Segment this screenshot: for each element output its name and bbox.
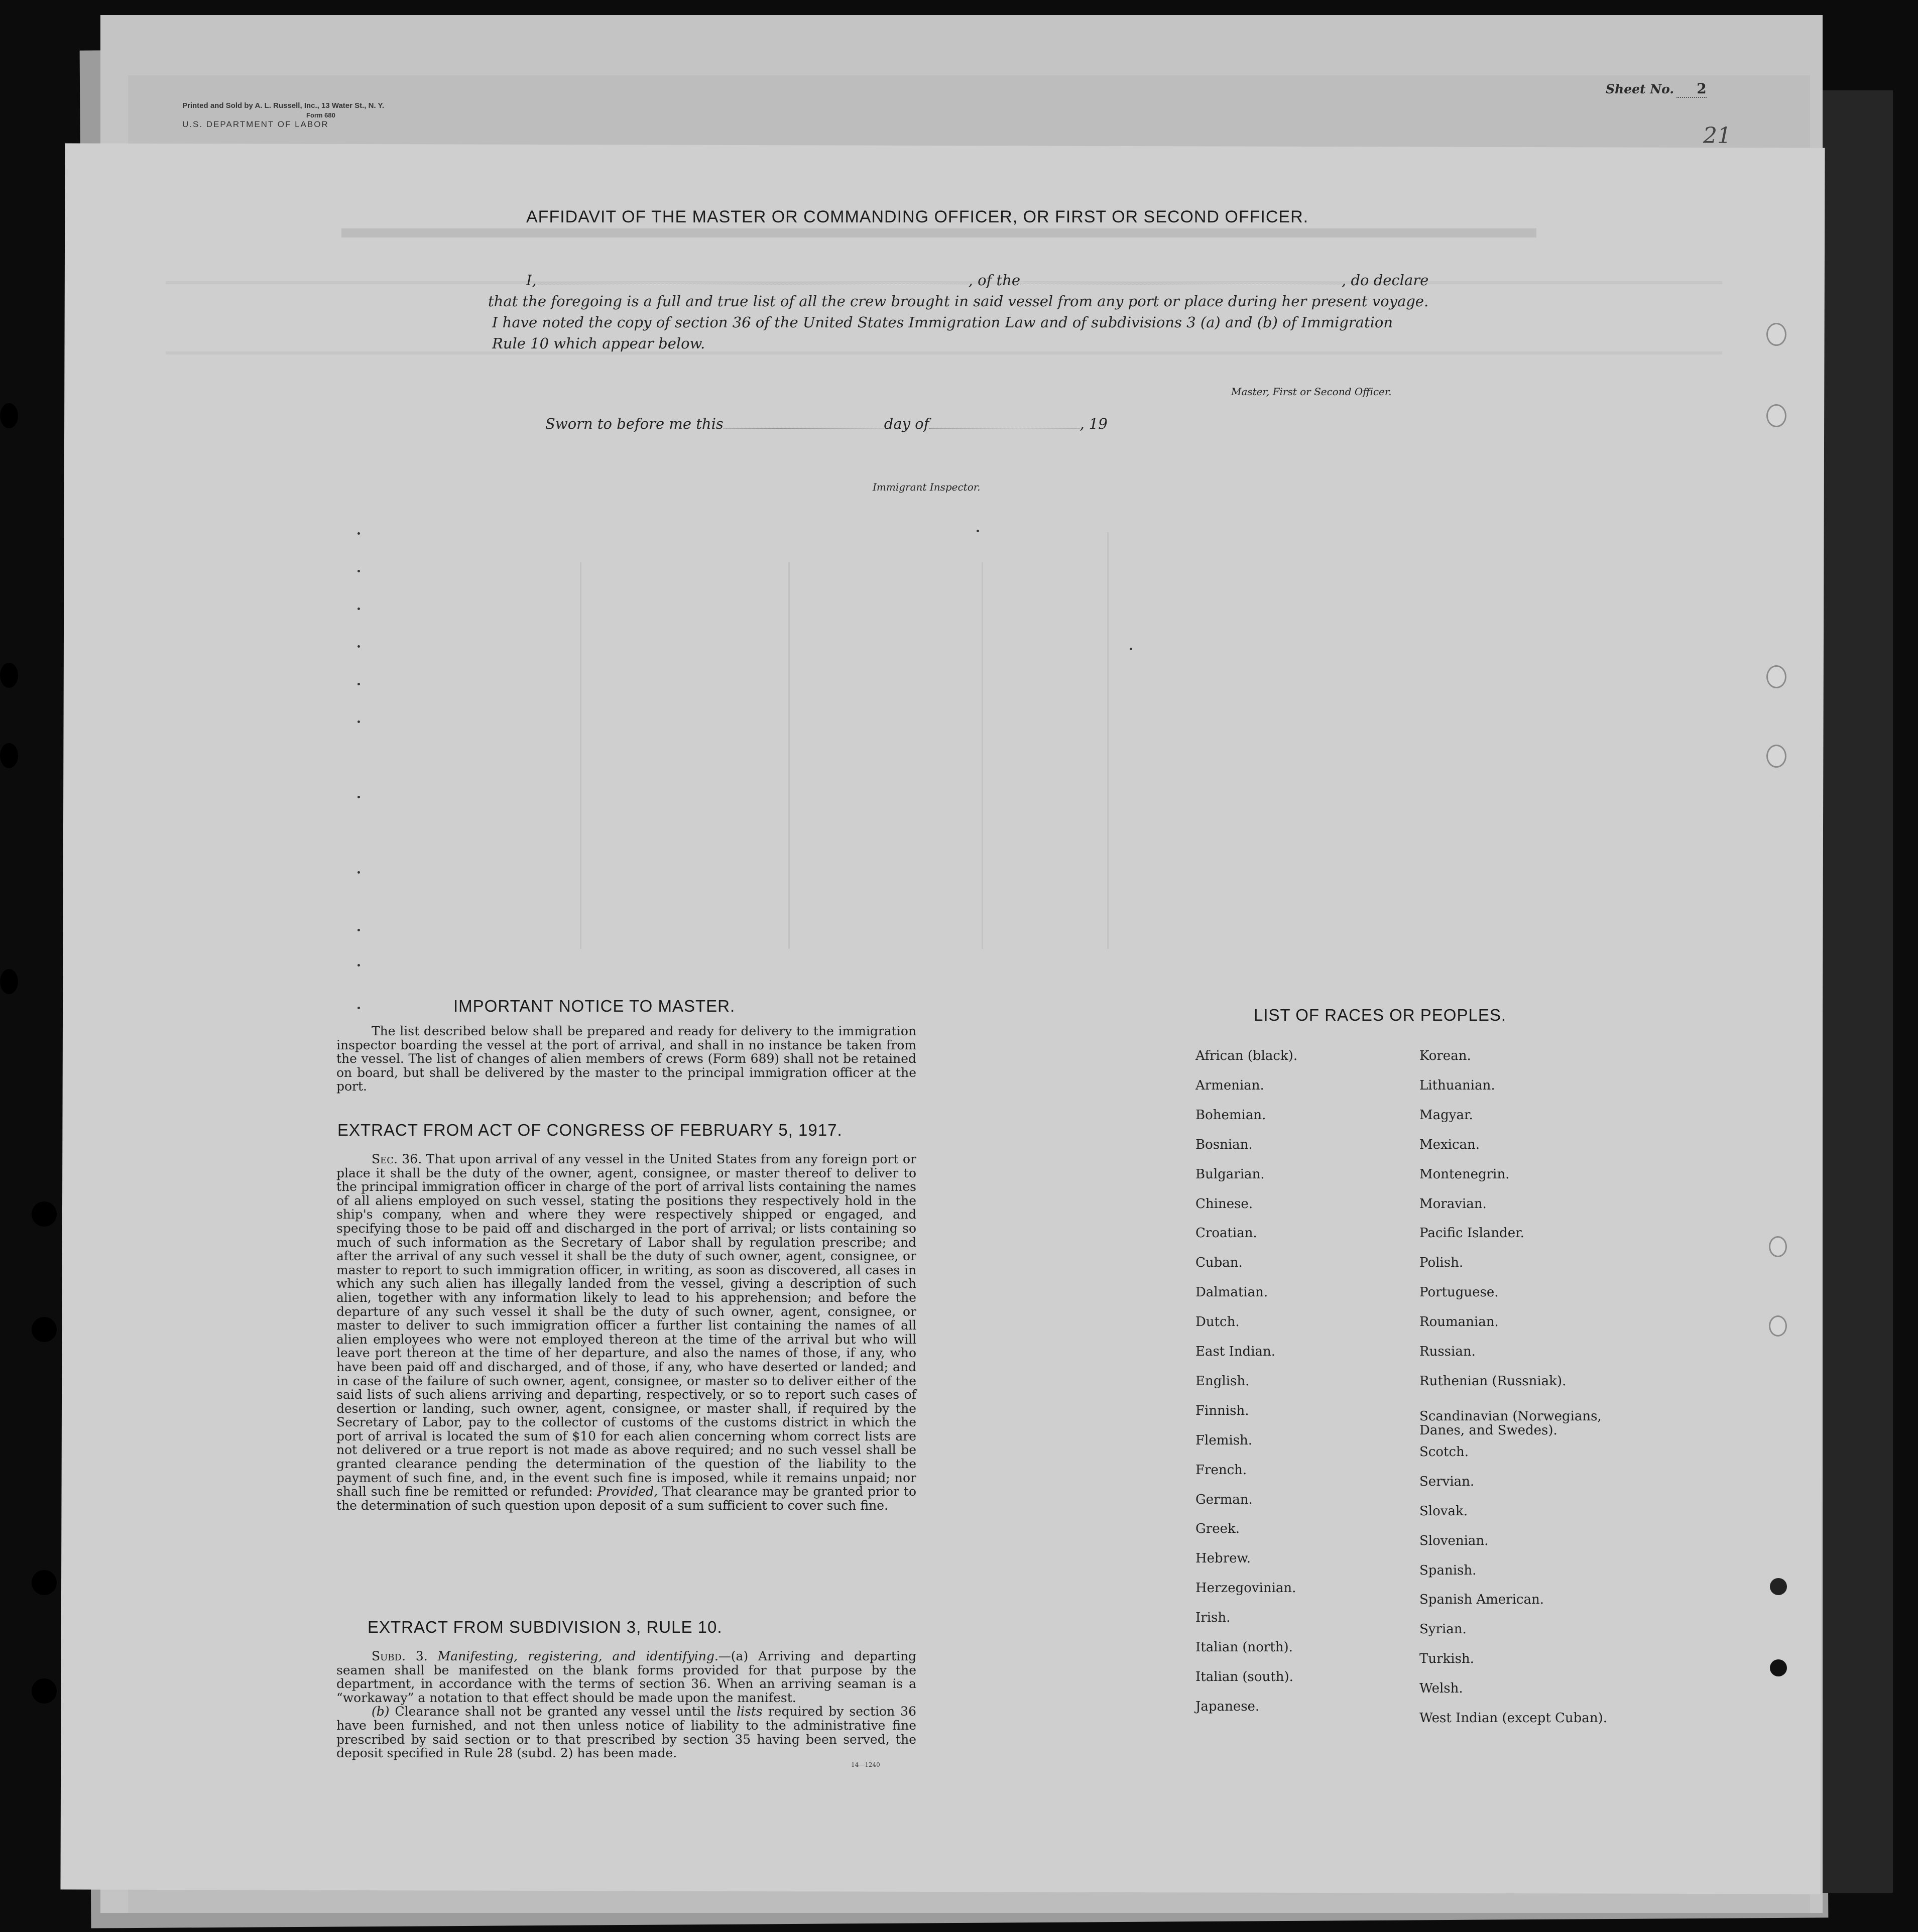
race-entry: Spanish American. <box>1419 1592 1544 1608</box>
section-36-text-end: That clearance may be granted prior to the determination of such question upon deposit of a sum sufficient to cover such fine. <box>336 1484 917 1513</box>
race-entry: Syrian. <box>1419 1622 1467 1637</box>
section-36-text: That upon arrival of any vessel in the United States from any foreign port or place it shall be the duty of the owner, agent, consignee, or master thereof to deliver to the principal immigration officer in charge of the port of arrival lists containing the names of all aliens employed on such vessel, stating the positions they respectively hold in the ship's company, when and where they were respectively shipped or engaged, and specifying those to be paid off and discharged in the port of arrival; or lists containing so much of such information as the Secretary of Labor shall by regulation prescribe; and after the arrival of any such vessel it shall be the duty of such owner, agent, consignee, or master to report to such immigration officer, in writing, as soon as discovered, all cases in which any such alien has illegally landed from the vessel, giving a description of such alien, together with any information likely to lead to his apprehension; and before the departure of any such vessel it shall be the duty of such owner, agent, consignee, or master to deliver to such immigration officer a further list containing the names of all alien employees who were not employed thereon at the time of the arrival but who will leave port thereon at the time of her departure, and also the names of those, if any, who have been paid off and discharged, and of those, if any, who have deserted or landed; and in case of the failure of such owner, agent, consignee, or master so to deliver either of the said lists of such aliens arriving and departing, respectively, or so to report such cases of desertion or landing, such owner, agent, consignee, or master shall, if required by the Secretary of Labor, pay to the collector of customs of the customs district in which the port of arrival is located the sum of $10 for each alien concerning whom correct lists are not delivered or a true report is not made as above required; and no such vessel shall be granted clearance pending the determination of the question of the liability to the payment of such fine, and, in the event such fine is imposed, while it remains unpaid; nor shall such fine be remitted or refunded: <box>336 1152 916 1499</box>
affidavit-line-2: that the foregoing is a full and true list of all the crew brought in said vessel from any port or place during her present voyage. <box>488 293 1429 310</box>
stray-mark <box>357 871 360 874</box>
affidavit-line-3: I have noted the copy of section 36 of the United States Immigration Law and of subdivisions 3 (a) and (b) of Immigration <box>492 314 1393 331</box>
punch-ring <box>1769 1315 1787 1337</box>
punch-ring <box>1766 665 1786 688</box>
race-entry: Italian (south). <box>1195 1669 1293 1684</box>
punch-ring <box>1769 1236 1787 1257</box>
bleed-through-rule <box>166 351 1722 354</box>
race-entry: Moravian. <box>1419 1196 1487 1212</box>
inspector-signature-label: Immigrant Inspector. <box>873 481 981 493</box>
stray-mark <box>357 645 360 648</box>
sworn-text: Sworn to before me this <box>545 415 724 432</box>
race-entry: Servian. <box>1419 1474 1475 1489</box>
punch-hole <box>32 1678 57 1704</box>
print-code: 14—1240 <box>851 1761 880 1768</box>
race-entry: Dutch. <box>1195 1314 1240 1330</box>
stray-mark <box>357 532 360 535</box>
day-blank <box>724 428 884 429</box>
race-entry: Slovenian. <box>1419 1533 1489 1548</box>
para-a-text: —(a) Arriving and departing seamen shall be manifested on the blank forms provided for that purpose by the department, in accordance with the terms of section 36. When an arriving seaman is a “workaway” a notation to that effect should be made upon the manifest. <box>336 1649 916 1705</box>
affidavit-sheet <box>60 143 1825 1894</box>
affidavit-line-4: Rule 10 which appear below. <box>492 335 705 352</box>
notice-title: IMPORTANT NOTICE TO MASTER. <box>453 997 736 1015</box>
section-label: Sec. 36. <box>372 1152 422 1166</box>
race-entry: Russian. <box>1419 1344 1476 1359</box>
punch-hole <box>0 403 18 428</box>
race-entry: East Indian. <box>1195 1344 1276 1359</box>
race-entry: Flemish. <box>1195 1432 1253 1448</box>
sheet-number-field <box>1606 80 1707 97</box>
punch-hole <box>0 743 18 768</box>
extract-rule-block <box>336 1649 916 1760</box>
race-entry: Italian (north). <box>1195 1640 1293 1655</box>
section-36-paragraph <box>336 1152 916 1512</box>
subdivision-a-paragraph <box>336 1649 916 1705</box>
stray-mark <box>357 683 360 685</box>
form-number: Form 680 <box>306 111 335 119</box>
stray-mark <box>357 608 360 610</box>
affidavit-line-1 <box>526 272 1428 289</box>
race-entry: English. <box>1195 1373 1250 1389</box>
department-label: U.S. DEPARTMENT OF LABOR <box>182 119 329 129</box>
race-entry: Finnish. <box>1195 1403 1249 1418</box>
race-entry: French. <box>1195 1462 1247 1478</box>
race-entry: Greek. <box>1195 1521 1240 1537</box>
race-entry: Japanese. <box>1195 1699 1260 1714</box>
punch-hole <box>0 969 18 994</box>
sworn-line <box>545 415 1108 432</box>
race-entry: Roumanian. <box>1419 1314 1499 1330</box>
punch-ring <box>1766 323 1786 346</box>
race-entry: Hebrew. <box>1195 1551 1251 1566</box>
sheet-number-value: 2 <box>1676 80 1706 98</box>
para-b-label: (b) <box>372 1704 390 1719</box>
punch-ring <box>1766 404 1786 427</box>
race-entry: Chinese. <box>1195 1196 1253 1212</box>
punch-hole <box>0 663 18 688</box>
extract-act-title: EXTRACT FROM ACT OF CONGRESS OF FEBRUARY 5, 1917. <box>337 1121 843 1139</box>
master-signature-label: Master, First or Second Officer. <box>1231 386 1392 398</box>
affidavit-of-the: , of the <box>968 272 1021 289</box>
race-entry: Ruthenian (Russniak). <box>1419 1373 1567 1389</box>
race-entry: Scotch. <box>1419 1444 1469 1460</box>
month-blank <box>929 428 1080 429</box>
printer-line: Printed and Sold by A. L. Russell, Inc., 13 Water St., N. Y. <box>182 101 385 110</box>
extract-rule-title: EXTRACT FROM SUBDIVISION 3, RULE 10. <box>368 1618 723 1636</box>
stray-mark <box>357 720 360 723</box>
race-entry: Pacific Islander. <box>1419 1226 1524 1241</box>
race-entry: Scandinavian (Norwegians, <box>1419 1408 1602 1424</box>
stray-mark <box>357 1007 360 1009</box>
binder-strip <box>1823 90 1893 1893</box>
punch-hole <box>1770 1578 1787 1595</box>
race-entry: Spanish. <box>1419 1562 1477 1578</box>
race-entry: Cuban. <box>1195 1255 1243 1271</box>
pencil-annotation: 21 <box>1703 123 1731 149</box>
notice-text: The list described below shall be prepared and ready for delivery to the immigration inspector boarding the vessel at the port of arrival, and shall in no instance be taken from the vessel. The list of changes of alien members of crews (Form 689) shall not be retained on board, but shall be delivered by the master to the principal immigration officer at the port. <box>336 1024 916 1094</box>
race-entry: Bulgarian. <box>1195 1166 1265 1182</box>
race-entry: Welsh. <box>1419 1681 1463 1697</box>
race-entry: German. <box>1195 1492 1253 1507</box>
punch-hole <box>32 1317 57 1342</box>
race-entry: Armenian. <box>1195 1077 1264 1093</box>
race-entry: Bohemian. <box>1195 1107 1266 1123</box>
race-entry: African (black). <box>1195 1048 1298 1063</box>
stray-mark <box>357 570 360 572</box>
race-entry: West Indian (except Cuban). <box>1419 1711 1607 1726</box>
subdivision-b-paragraph <box>336 1705 916 1760</box>
race-entry: Turkish. <box>1419 1651 1474 1667</box>
race-entry: Danes, and Swedes). <box>1419 1422 1557 1438</box>
race-entry: Bosnian. <box>1195 1137 1253 1152</box>
race-entry: Slovak. <box>1419 1503 1468 1519</box>
affidavit-title: AFFIDAVIT OF THE MASTER OR COMMANDING OFFICER, OR FIRST OR SECOND OFFICER. <box>526 207 1309 226</box>
race-entry: Polish. <box>1419 1255 1464 1271</box>
bleed-through-column <box>982 562 983 949</box>
race-entry: Dalmatian. <box>1195 1285 1268 1300</box>
race-entry: Montenegrin. <box>1419 1166 1510 1182</box>
race-entry: Irish. <box>1195 1610 1231 1626</box>
day-of-text: day of <box>884 415 929 432</box>
race-entry: Portuguese. <box>1419 1285 1499 1300</box>
race-entry: Mexican. <box>1419 1137 1480 1152</box>
subd-label: Subd. 3. <box>372 1649 428 1663</box>
punch-ring <box>1766 745 1786 768</box>
extract-act-block <box>336 1152 916 1512</box>
punch-hole <box>32 1201 57 1227</box>
race-entry: Magyar. <box>1419 1107 1473 1123</box>
year-text: , 19 <box>1080 415 1108 432</box>
bleed-through-column <box>580 562 581 949</box>
stray-mark <box>357 964 360 967</box>
bleed-through-column <box>788 562 790 949</box>
stray-mark <box>357 929 360 931</box>
para-b-text-2: required by section 36 have been furnished, and not then unless notice of liability to the administrative fine prescribed by said section or to that prescribed by section 35 having been served, the deposit specified in Rule 28 (subd. 2) has been made. <box>336 1704 916 1761</box>
sheet-number-label: Sheet No. <box>1606 82 1674 96</box>
para-b-text-1: Clearance shall not be granted any vessel until the <box>395 1704 732 1719</box>
race-entry: Croatian. <box>1195 1226 1257 1241</box>
provided-word: Provided, <box>597 1484 658 1499</box>
race-entry: Lithuanian. <box>1419 1077 1495 1093</box>
stray-mark <box>357 796 360 798</box>
race-entry: Herzegovinian. <box>1195 1581 1296 1596</box>
affidavit-i: I, <box>526 272 537 289</box>
punch-hole <box>1770 1659 1787 1676</box>
para-b-lists: lists <box>737 1704 763 1719</box>
subd-heading: Manifesting, registering, and identifying. <box>437 1649 718 1663</box>
punch-hole <box>32 1570 57 1595</box>
notice-text-block <box>336 1024 916 1094</box>
affidavit-do-declare: , do declare <box>1342 272 1429 289</box>
races-title: LIST OF RACES OR PEOPLES. <box>1254 1006 1507 1024</box>
bleed-through-heading <box>341 228 1536 237</box>
race-entry: Korean. <box>1419 1048 1471 1063</box>
stray-mark <box>1130 648 1132 650</box>
bleed-through-column <box>1107 532 1109 949</box>
stray-mark <box>977 530 979 532</box>
